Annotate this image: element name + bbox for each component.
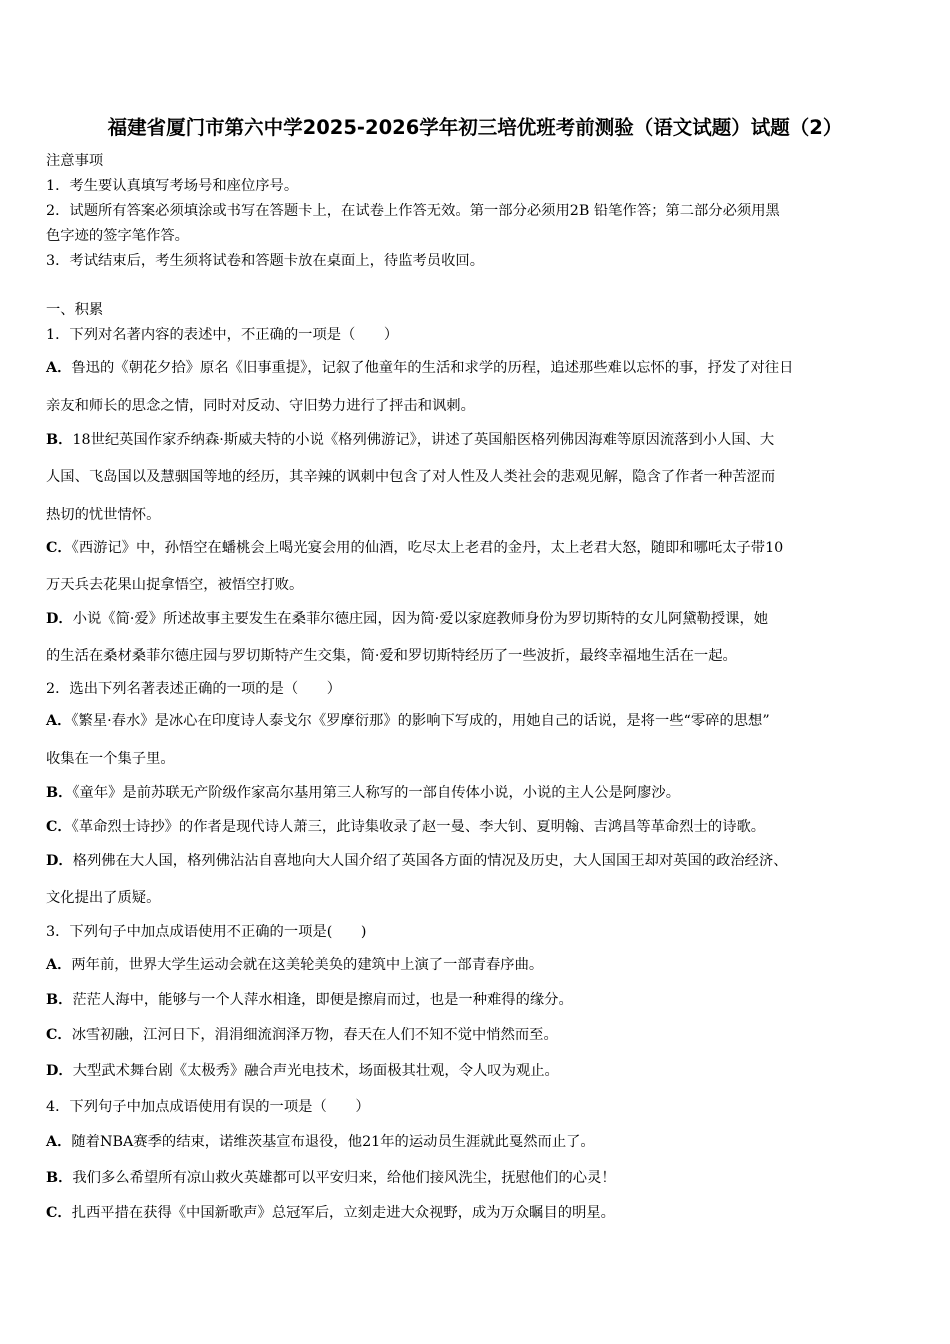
notice-line: 2．试题所有答案必须填涂或书写在答题卡上，在试卷上作答无效。第一部分必须用2B 铅笔作答；第二部分必须用黑	[46, 203, 780, 219]
q3-option-a: A．两年前，世界大学生运动会就在这美轮美奂的建筑中上演了一部青春序曲。	[46, 957, 544, 973]
notice-line: 1．考生要认真填写考场号和座位序号。	[46, 178, 299, 194]
page-title: 福建省厦门市第六中学2025-2026学年初三培优班考前测验（语文试题）试题（2）	[107, 116, 843, 139]
section-heading: 一、积累	[46, 302, 104, 318]
question-4-stem: 4．下列句子中加点成语使用有误的一项是（ ）	[46, 1099, 370, 1115]
notice-line: 色字迹的签字笔作答。	[46, 228, 189, 244]
q3-option-b: B．茫茫人海中，能够与一个人萍水相逢，即便是擦肩而过，也是一种难得的缘分。	[46, 992, 573, 1008]
q2-option-c: C．《革命烈士诗抄》的作者是现代诗人萧三，此诗集收录了赵一曼、李大钊、夏明翰、吉鸿昌等革命烈士的诗歌。	[46, 819, 766, 835]
q3-option-c: C．冰雪初融，江河日下，涓涓细流润泽万物，春天在人们不知不觉中悄然而至。	[46, 1027, 558, 1043]
q4-option-b: B．我们多么希望所有凉山救火英雄都可以平安归来，给他们接风洗尘，抚慰他们的心灵！	[46, 1170, 616, 1186]
question-3-stem: 3．下列句子中加点成语使用不正确的一项是( )	[46, 924, 367, 940]
q3-option-d: D．大型武术舞台剧《太极秀》融合声光电技术，场面极其壮观，令人叹为观止。	[46, 1063, 559, 1079]
q4-option-c: C．扎西平措在获得《中国新歌声》总冠军后，立刻走进大众视野，成为万众瞩目的明星。	[46, 1205, 615, 1221]
question-1-stem: 1．下列对名著内容的表述中，不正确的一项是（ ）	[46, 327, 399, 343]
q1-option-a: A．鲁迅的《朝花夕拾》原名《旧事重提》，记叙了他童年的生活和求学的历程，追述那些难以忘怀的事，抒发了对往日	[46, 360, 794, 376]
q1-option-b: B．18世纪英国作家乔纳森·斯威夫特的小说《格列佛游记》，讲述了英国船医格列佛因海难等原因流落到小人国、大	[46, 432, 775, 448]
q2-option-d: D．格列佛在大人国，格列佛沾沾自喜地向大人国介绍了英国各方面的情况及历史，大人国国王却对英国的政治经济、	[46, 853, 788, 869]
q1-option-d-cont: 的生活在桑材桑菲尔德庄园与罗切斯特产生交集，简·爱和罗切斯特经历了一些波折，最终幸福地生活在一起。	[46, 648, 737, 664]
q1-option-c-cont: 万天兵去花果山捉拿悟空，被悟空打败。	[46, 577, 304, 593]
notice-line: 3．考试结束后，考生须将试卷和答题卡放在桌面上，待监考员收回。	[46, 253, 484, 269]
q1-option-d: D．小说《简·爱》所述故事主要发生在桑菲尔德庄园，因为简·爱以家庭教师身份为罗切斯特的女儿阿黛勒授课，她	[46, 611, 769, 627]
q2-option-a-cont: 收集在一个集子里。	[46, 751, 175, 767]
question-2-stem: 2．选出下列名著表述正确的一项的是（ ）	[46, 681, 342, 697]
q1-option-c: C．《西游记》中，孙悟空在蟠桃会上喝光宴会用的仙酒，吃尽太上老君的金丹，太上老君大怒，随即和哪吒太子带10	[46, 540, 784, 556]
q2-option-d-cont: 文化提出了质疑。	[46, 890, 161, 906]
q2-option-b: B．《童年》是前苏联无产阶级作家高尔基用第三人称写的一部自传体小说，小说的主人公是阿廖沙。	[46, 785, 681, 801]
notice-heading: 注意事项	[46, 153, 104, 169]
q1-option-b-cont: 热切的忧世情怀。	[46, 507, 161, 523]
q4-option-a: A．随着NBA赛季的结束，诺维茨基宣布退役，他21年的运动员生涯就此戛然而止了。	[46, 1134, 595, 1150]
q1-option-b-cont: 人国、飞岛国以及慧骃国等地的经历，其辛辣的讽刺中包含了对人性及人类社会的悲观见解，隐含了作者一种苦涩而	[46, 469, 776, 485]
q2-option-a: A．《繁星·春水》是冰心在印度诗人泰戈尔《罗摩衍那》的影响下写成的，用她自己的话说，是将一些“零碎的思想”	[46, 713, 770, 729]
q1-option-a-cont: 亲友和师长的思念之情，同时对反动、守旧势力进行了抨击和讽刺。	[46, 398, 475, 414]
